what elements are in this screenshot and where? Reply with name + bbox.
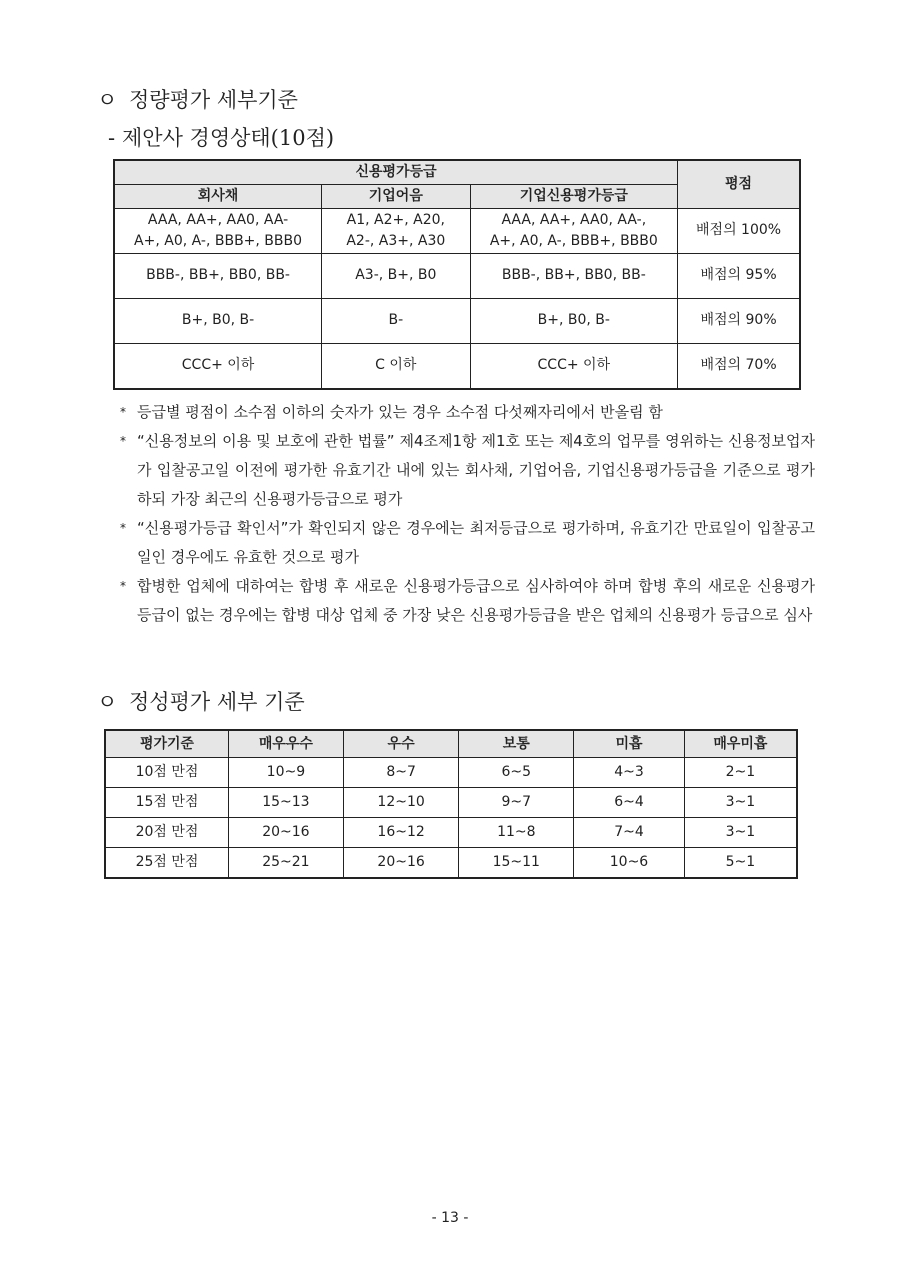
credit-cell-corp: BBB-, BB+, BB0, BB- (470, 253, 678, 298)
section1-sub-bullet: - (108, 126, 116, 150)
qualitative-eval-table (104, 729, 798, 879)
quality-cell: 10점 만점 (105, 758, 229, 788)
quality-col-header: 매우우수 (229, 730, 344, 758)
credit-cell-bond: BBB-, BB+, BB0, BB- (114, 253, 322, 298)
quality-cell: 15~13 (229, 788, 344, 818)
credit-table-body (114, 208, 800, 389)
note-marker: * (120, 405, 126, 419)
quality-row (105, 788, 797, 818)
credit-col-header: 기업신용평가등급 (470, 184, 678, 208)
quality-cell: 7~4 (574, 818, 685, 848)
quality-cell: 6~5 (459, 758, 574, 788)
credit-cell-corp: B+, B0, B- (470, 298, 678, 343)
note-text: 합병한 업체에 대하여는 합병 후 새로운 신용평가등급으로 심사하여야 하며 합병 후의 새로운 신용평가등급이 없는 경우에는 합병 대상 업체 중 가장 낮은 신용평가등급을 받은 업체의 신용평가 등급으로 심사 (137, 577, 815, 624)
credit-cell-bond: B+, B0, B- (114, 298, 322, 343)
credit-col-header: 기업어음 (322, 184, 470, 208)
credit-row (114, 253, 800, 298)
quality-col-header: 평가기준 (105, 730, 229, 758)
quality-row (105, 758, 797, 788)
note-marker: * (120, 579, 126, 593)
quality-col-header: 매우미흡 (684, 730, 797, 758)
note-text: “신용평가등급 확인서”가 확인되지 않은 경우에는 최저등급으로 평가하며, 유효기간 만료일이 입찰공고일인 경우에도 유효한 것으로 평가 (137, 519, 815, 566)
credit-cell-score: 배점의 100% (678, 208, 800, 253)
page-number: - 13 - (431, 1210, 469, 1226)
section1-heading (97, 84, 298, 114)
credit-rating-table (113, 159, 801, 390)
quality-cell: 20~16 (229, 818, 344, 848)
credit-cell-bond: CCC+ 이하 (114, 343, 322, 389)
note-text: “신용정보의 이용 및 보호에 관한 법률” 제4조제1항 제1호 또는 제4호의 업무를 영위하는 신용정보업자가 입찰공고일 이전에 평가한 유효기간 내에 있는 회사채, 기업어음, 기업신용평가등급을 기준으로 평가하되 가장 최근의 신용평가등급으로 평가 (137, 432, 815, 508)
quality-cell: 12~10 (343, 788, 459, 818)
quality-cell: 25~21 (229, 848, 344, 879)
note-item (120, 514, 815, 572)
quality-cell: 11~8 (459, 818, 574, 848)
quality-cell: 15~11 (459, 848, 574, 879)
credit-score-header: 평점 (678, 160, 800, 208)
credit-cell-score: 배점의 70% (678, 343, 800, 389)
credit-row (114, 298, 800, 343)
section2-title: 정성평가 세부 기준 (129, 690, 305, 714)
quality-cell: 8~7 (343, 758, 459, 788)
quality-cell: 16~12 (343, 818, 459, 848)
quality-cell: 2~1 (684, 758, 797, 788)
credit-row (114, 208, 800, 253)
credit-cell-cp: A3-, B+, B0 (322, 253, 470, 298)
quality-cell: 6~4 (574, 788, 685, 818)
quality-col-header: 보통 (459, 730, 574, 758)
quality-cell: 5~1 (684, 848, 797, 879)
note-marker: * (120, 521, 126, 535)
credit-cell-score: 배점의 95% (678, 253, 800, 298)
quality-cell: 4~3 (574, 758, 685, 788)
quality-col-header: 미흡 (574, 730, 685, 758)
section2-bullet: ㅇ (97, 690, 118, 714)
quality-cell: 10~9 (229, 758, 344, 788)
quality-cell: 9~7 (459, 788, 574, 818)
quality-cell: 15점 만점 (105, 788, 229, 818)
quality-row (105, 818, 797, 848)
credit-cell-bond: AAA, AA+, AA0, AA- A+, A0, A-, BBB+, BBB0 (114, 208, 322, 253)
credit-row (114, 343, 800, 389)
credit-cell-cp: B- (322, 298, 470, 343)
quality-cell: 3~1 (684, 818, 797, 848)
credit-cell-corp: AAA, AA+, AA0, AA-, A+, A0, A-, BBB+, BBB0 (470, 208, 678, 253)
notes-list (120, 398, 815, 630)
quality-col-header: 우수 (343, 730, 459, 758)
quality-cell: 20점 만점 (105, 818, 229, 848)
credit-cell-cp: A1, A2+, A20, A2-, A3+, A30 (322, 208, 470, 253)
quality-cell: 25점 만점 (105, 848, 229, 879)
section1-subheading (108, 122, 334, 152)
quality-row (105, 848, 797, 879)
note-text: 등급별 평점이 소수점 이하의 숫자가 있는 경우 소수점 다섯째자리에서 반올림 함 (137, 403, 663, 421)
credit-group-header: 신용평가등급 (114, 160, 678, 184)
section1-title: 정량평가 세부기준 (129, 88, 298, 112)
note-item (120, 427, 815, 514)
section1-bullet: ㅇ (97, 88, 118, 112)
credit-cell-cp: C 이하 (322, 343, 470, 389)
quality-cell: 10~6 (574, 848, 685, 879)
quality-table-body (105, 758, 797, 879)
section1-subtitle: 제안사 경영상태(10점) (122, 126, 335, 150)
credit-col-header: 회사채 (114, 184, 322, 208)
section2-heading (97, 686, 305, 716)
quality-header-row (105, 730, 797, 758)
credit-cell-corp: CCC+ 이하 (470, 343, 678, 389)
note-item (120, 398, 815, 427)
credit-cell-score: 배점의 90% (678, 298, 800, 343)
note-marker: * (120, 434, 126, 448)
note-item (120, 572, 815, 630)
quality-cell: 3~1 (684, 788, 797, 818)
quality-cell: 20~16 (343, 848, 459, 879)
